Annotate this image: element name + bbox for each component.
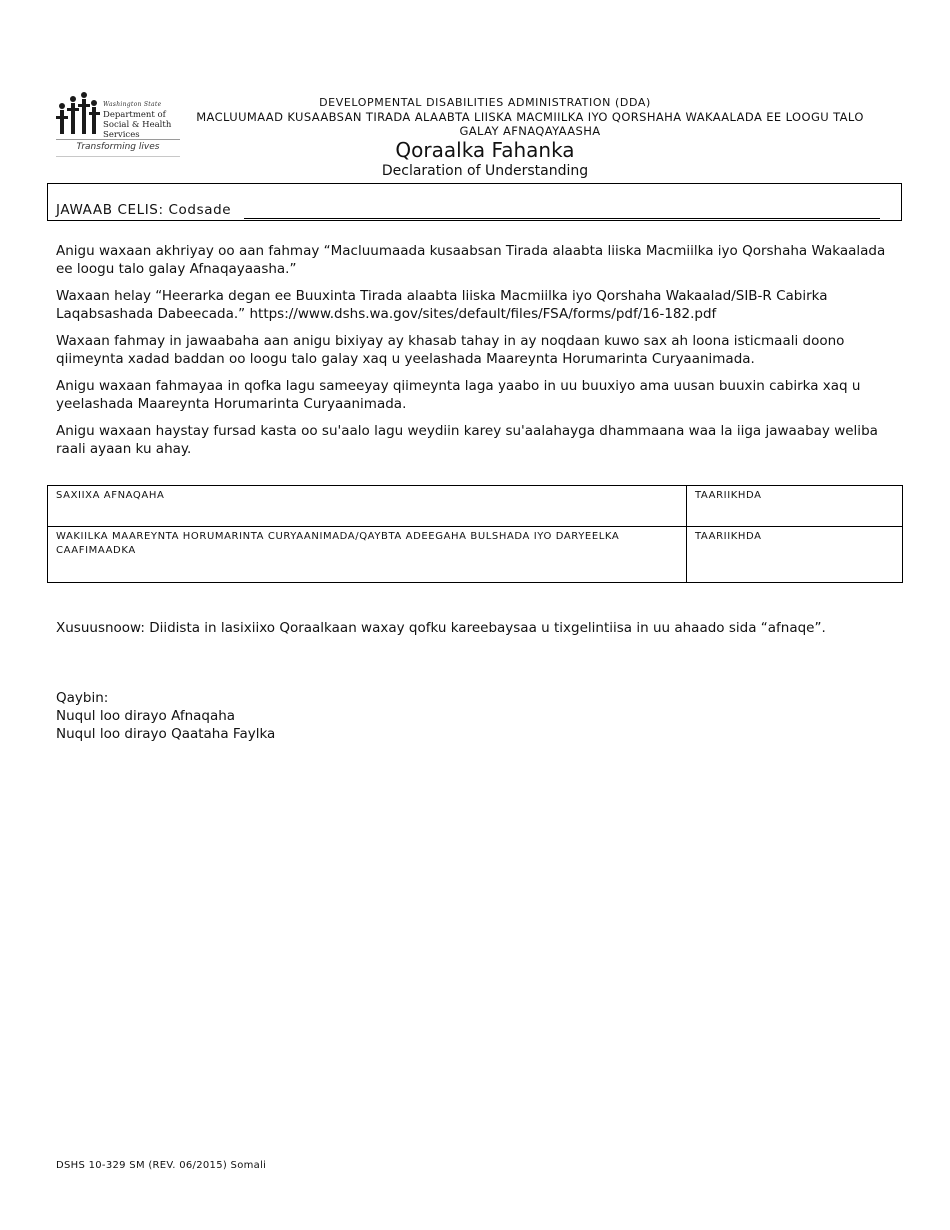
- form-subtitle: MACLUUMAAD KUSAABSAN TIRADA ALAABTA LIISKA MACMIILKA IYO QORSHAHA WAKAALADA EE LOOGU TALO GALAY AFNAQAYAASHA: [196, 110, 864, 138]
- statement-paragraph: Anigu waxaan akhriyay oo aan fahmay “Macluumaada kusaabsan Tirada alaabta liiska Macmiilka iyo Qorshaha Wakaalada ee loogu talo galay Afnaqayaasha.”: [56, 243, 886, 277]
- signature-field[interactable]: SAXIIXA AFNAQAHA: [48, 486, 687, 527]
- applicant-name-field[interactable]: [244, 218, 880, 219]
- case-label: JAWAAB CELIS: Codsade: [56, 202, 232, 218]
- distribution-line: Nuqul loo dirayo Afnaqaha: [56, 708, 236, 724]
- table-row: [48, 486, 903, 527]
- logo-state-text: Washington State: [103, 101, 162, 108]
- logo-divider-bottom: [56, 156, 180, 157]
- dshs-logo: [56, 88, 180, 160]
- date-field[interactable]: TAARIIKHDA: [687, 527, 903, 583]
- logo-tagline: Transforming lives: [76, 142, 160, 152]
- distribution-line: Nuqul loo dirayo Qaataha Faylka: [56, 726, 276, 742]
- statement-paragraph: Anigu waxaan fahmayaa in qofka lagu sameeyay qiimeynta laga yaabo in uu buuxiyo ama uusan buuxin cabirka xaq u yeelashada Maareynta Horumarinta Curyaanimada.: [56, 378, 861, 412]
- signature-table: [47, 485, 903, 583]
- reminder-note: Xusuusnoow: Diidista in lasixiixo Qoraalkaan waxay qofku kareebaysaa u tixgelintiisa in uu ahaado sida “afnaqe”.: [56, 620, 826, 636]
- page-title-english: Declaration of Understanding: [381, 163, 589, 179]
- statement-paragraph: Waxaan helay “Heerarka degan ee Buuxinta Tirada alaabta liiska Macmiilka iyo Qorshaha Wakaalad/SIB-R Cabirka Laqabsashada Dabeecada.” https://www.dshs.wa.gov/sites/default/files/FSA/forms/pdf/16-182.pdf: [56, 288, 828, 322]
- representative-signature-field[interactable]: WAKIILKA MAAREYNTA HORUMARINTA CURYAANIMADA/QAYBTA ADEEGAHA BULSHADA IYO DARYEELKA CAAFIMAADKA: [48, 527, 687, 583]
- logo-department-text: Department of Social & Health Services: [103, 110, 172, 140]
- page-title: Qoraalka Fahanka: [395, 138, 575, 162]
- statement-paragraph: Anigu waxaan haystay fursad kasta oo su'aalo lagu weydiin karey su'aalahayga dhammaana waa la iiga jawaabay weliba raali ayaan ku ahay.: [56, 423, 878, 457]
- logo-divider: [56, 139, 180, 140]
- people-logo-icon: [56, 90, 100, 136]
- table-row: [48, 527, 903, 583]
- distribution-heading: Qaybin:: [56, 690, 109, 706]
- case-box: [47, 183, 902, 221]
- agency-name: DEVELOPMENTAL DISABILITIES ADMINISTRATION (DDA): [319, 96, 651, 109]
- statement-paragraph: Waxaan fahmay in jawaabaha aan anigu bixiyay ay khasab tahay in ay noqdaan kuwo sax ah loona isticmaali doono qiimeynta xadad baddan oo loogu talo galay xaq u yeelashada Maareynta Horumarinta Curyaanimada.: [56, 333, 845, 367]
- form-footer: DSHS 10-329 SM (REV. 06/2015) Somali: [56, 1160, 267, 1171]
- date-field[interactable]: TAARIIKHDA: [687, 486, 903, 527]
